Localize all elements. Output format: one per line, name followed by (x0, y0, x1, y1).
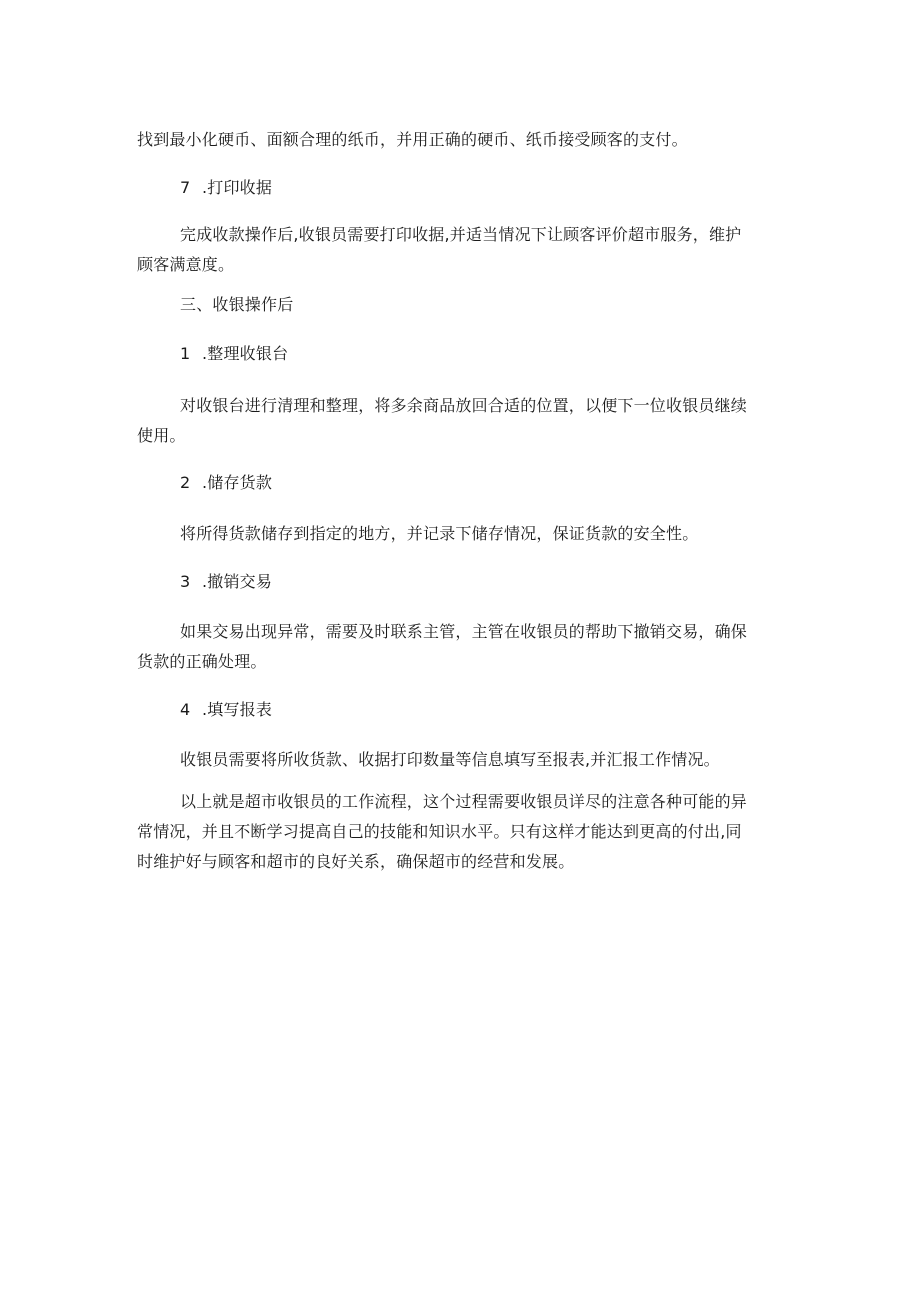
paragraph-line: 常情况，并且不断学习提高自己的技能和知识水平。只有这样才能达到更高的付出,同 (137, 822, 742, 841)
heading-text: .储存货款 (202, 473, 273, 492)
paragraph-line: 完成收款操作后,收银员需要打印收据,并适当情况下让顾客评价超市服务，维护 (180, 225, 742, 244)
paragraph-line: 对收银台进行清理和整理，将多余商品放回合适的位置，以便下一位收银员继续 (180, 396, 748, 415)
paragraph-line: 如果交易出现异常，需要及时联系主管，主管在收银员的帮助下撤销交易，确保 (180, 622, 748, 641)
heading-text: .整理收银台 (202, 344, 289, 363)
section-heading-print-receipt (180, 178, 272, 198)
heading-number: 4 (180, 700, 191, 719)
paragraph-line: 使用。 (137, 426, 186, 445)
heading-number: 1 (180, 344, 191, 363)
heading-number: 7 (180, 178, 191, 197)
heading-number: 3 (180, 572, 191, 591)
chapter-heading: 三、收银操作后 (180, 295, 294, 314)
section-heading-organize-counter (180, 344, 288, 364)
paragraph-line: 时维护好与顾客和超市的良好关系，确保超市的经营和发展。 (137, 852, 575, 871)
paragraph-line: 将所得货款储存到指定的地方，并记录下储存情况，保证货款的安全性。 (180, 524, 699, 543)
heading-number: 2 (180, 473, 191, 492)
heading-text: .撤销交易 (202, 572, 273, 591)
section-heading-fill-report (180, 700, 272, 720)
paragraph-line: 顾客满意度。 (137, 255, 235, 274)
section-heading-store-payments (180, 473, 272, 493)
section-heading-cancel-transaction (180, 572, 272, 592)
paragraph-line: 收银员需要将所收货款、收据打印数量等信息填写至报表,并汇报工作情况。 (180, 750, 720, 769)
paragraph-line: 以上就是超市收银员的工作流程，这个过程需要收银员详尽的注意各种可能的异 (180, 792, 748, 811)
heading-text: .填写报表 (202, 700, 273, 719)
paragraph-line: 货款的正确处理。 (137, 652, 267, 671)
heading-text: .打印收据 (202, 178, 273, 197)
paragraph-line: 找到最小化硬币、面额合理的纸币，并用正确的硬币、纸币接受顾客的支付。 (137, 130, 688, 149)
